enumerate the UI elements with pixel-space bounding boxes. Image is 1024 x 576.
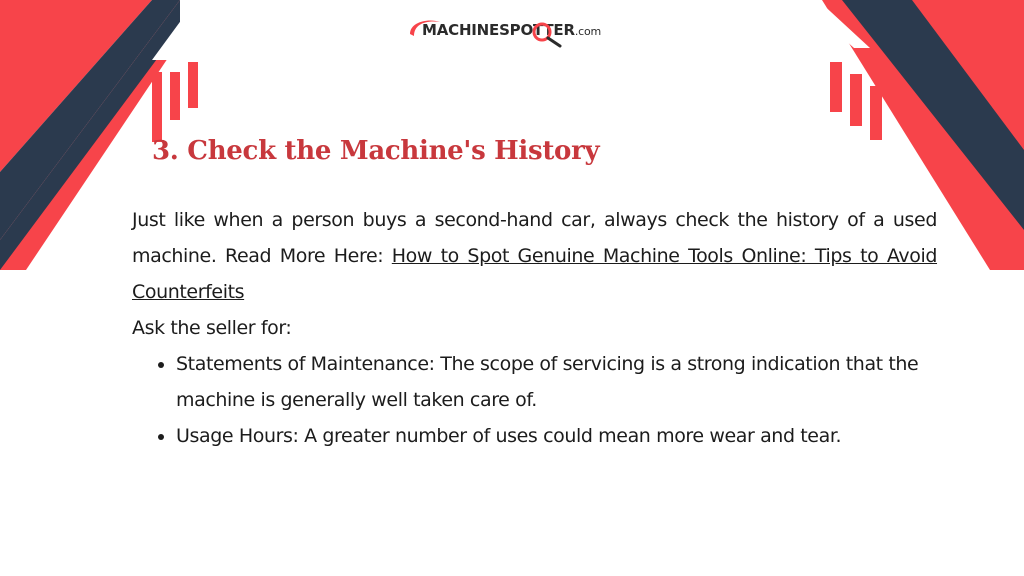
right-bar-red-1	[830, 62, 842, 112]
list-item: • Statements of Maintenance: The scope of servicing is a strong indication that the machine is generally well taken care of.	[176, 346, 937, 418]
machinespotter-logo[interactable]	[404, 12, 622, 48]
seller-requests-list	[132, 346, 937, 454]
section-content	[132, 202, 937, 454]
logo-suffix-text: .com	[574, 25, 602, 38]
read-more-link[interactable]: How to Spot Genuine Machine Tools Online: Tips to Avoid Counterfeits	[132, 245, 938, 303]
right-bar-red-2	[850, 74, 862, 126]
intro-paragraph	[132, 202, 937, 310]
logo-wordmark	[422, 21, 601, 39]
left-bar-red-3	[188, 62, 198, 108]
section-title: 3. Check the Machine's History	[152, 136, 600, 166]
list-item: • Usage Hours: A greater number of uses could mean more wear and tear.	[176, 418, 937, 454]
right-bar-red-3	[870, 86, 882, 140]
ask-seller-text: Ask the seller for:	[132, 317, 292, 339]
left-bar-red-2	[170, 72, 180, 120]
intro-text: Just like when a person buys a second-hand car, always check the history of a used machine. Read More Here:	[132, 209, 937, 267]
left-bar-red-1	[152, 72, 162, 142]
logo-main-text: MACHINESPOTTER	[422, 21, 575, 39]
magnifier-icon	[530, 20, 564, 48]
